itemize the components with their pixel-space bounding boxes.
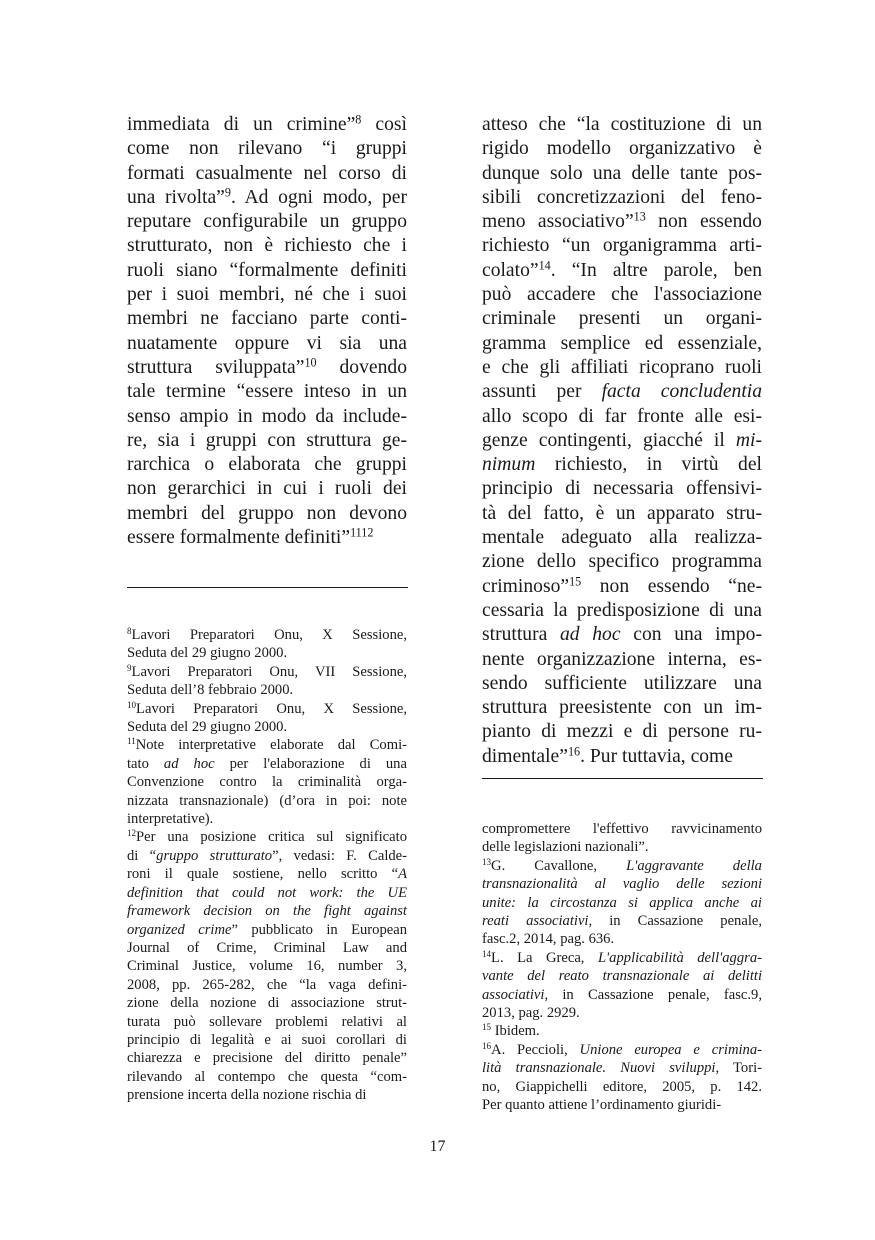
footnote-line: Seduta dell’8 febbraio 2000. (127, 682, 294, 699)
footnote-line: delle legislazioni nazionali”. (482, 839, 649, 856)
footnote-line: vante del reato transnazionale ai delitti (482, 968, 762, 985)
footnote-line: $^{11}$Note interpretative elaborate dal Comi- (127, 736, 407, 754)
footnote-line: roni il quale sostiene, nello scritto “A (127, 866, 407, 883)
footnote-line: $^{14}$L. La Greca, L'applicabilità dell'aggra- (482, 948, 762, 966)
footnote-line: Criminal Justice, volume 16, number 3, (127, 958, 407, 975)
footnote-line: reati associativi, in Cassazione penale, (482, 913, 763, 930)
body-text-line: dimentale”$^{16}$. Pur tuttavia, come (482, 744, 733, 767)
footnote-line: $^{16}$A. Peccioli, Unione europea e crimina- (482, 1040, 762, 1058)
body-text-line: membri del gruppo non devono (127, 502, 407, 524)
body-text-line: re, sia i gruppi con struttura ge- (127, 429, 407, 451)
body-text-line: mentale adeguato alla realizza- (482, 527, 762, 549)
body-text-line: nuatamente oppure vi sia una (127, 332, 407, 354)
body-text-line: una rivolta”$^9$. Ad ogni modo, per (127, 185, 407, 208)
body-text-line: criminale presenti un organi- (482, 308, 762, 330)
footnote-line: chiarezza e precisione del diritto penale” (127, 1050, 407, 1067)
footnote-line: nizzata transnazionale) (d’ora in poi: note (127, 792, 407, 809)
body-text-line: tà del fatto, è un apparato stru- (482, 502, 762, 524)
footnote-line: unite: la circostanza si applica anche ai (482, 894, 762, 911)
body-text-line: rigido modello organizzativo è (482, 138, 762, 160)
body-text-line: può accadere che l'associazione (482, 284, 762, 306)
footnote-line: $^{13}$G. Cavallone, L'aggravante della (482, 856, 762, 874)
body-text-line: non gerarchici in cui i ruoli dei (127, 478, 407, 500)
body-text-line: senso ampio in modo da include- (127, 405, 407, 427)
footnote-line: framework decision on the fight against (127, 903, 407, 920)
body-text-line: pianto di mezzi e di persone ru- (482, 721, 762, 743)
body-text-line: ruoli siano “formalmente definiti (127, 259, 407, 281)
footnote-line: turata può sollevare problemi relativi al (127, 1013, 407, 1030)
body-text-line: come non rilevano “i gruppi (127, 138, 407, 160)
body-text-line: nimum richiesto, in virtù del (482, 454, 762, 476)
footnote-line: di “gruppo strutturato”, vedasi: F. Calde- (127, 847, 408, 864)
footnote-line: compromettere l'effettivo ravvicinamento (482, 821, 762, 837)
left-footnote-list (127, 626, 407, 1105)
body-text-line: cessaria la predisposizione di una (482, 599, 762, 621)
body-text-line: gramma semplice ed essenziale, (482, 332, 762, 354)
footnote-line: tato ad hoc per l'elaborazione di una (127, 755, 407, 772)
footnote-line: $^8$Lavori Preparatori Onu, X Sessione, (127, 626, 407, 643)
footnote-line: Journal of Crime, Criminal Law and (127, 939, 407, 956)
footnote-line: prensione incerta della nozione rischia di (127, 1087, 367, 1104)
right-column (482, 113, 762, 769)
footnote-line: lità transnazionale. Nuovi sviluppi, Tori- (482, 1060, 762, 1077)
footnote-line: rilevando al contempo che questa “com- (127, 1068, 407, 1085)
footnote-line: 2013, pag. 2929. (482, 1005, 580, 1022)
body-text-line: assunti per facta concludentia (482, 381, 762, 403)
footnote-line: $^{10}$Lavori Preparatori Onu, X Sessione, (127, 699, 407, 717)
right-body-text (482, 113, 762, 769)
left-column (127, 113, 407, 550)
footnote-line: principio di legalità e ai suoi corollari di (127, 1031, 407, 1048)
right-footnote-separator (482, 778, 763, 779)
footnote-line: Seduta del 29 giugno 2000. (127, 645, 288, 662)
body-text-line: reputare configurabile un gruppo (127, 211, 407, 233)
body-text-line: struttura preesistente con un im- (482, 697, 762, 719)
body-text-line: dunque solo una delle tante pos- (482, 162, 762, 184)
body-text-line: principio di necessaria offensivi- (482, 478, 762, 500)
body-text-line: strutturato, non è richiesto che i (127, 235, 407, 257)
body-text-line: colato”$^{14}$. “In altre parole, ben (482, 258, 762, 281)
footnote-line: Per quanto attiene l’ordinamento giuridi- (482, 1097, 722, 1114)
left-body-text (127, 113, 407, 550)
left-footnotes (127, 626, 407, 1105)
footnote-line: organized crime” pubblicato in European (127, 921, 408, 938)
body-text-line: e che gli affiliati ricoprano ruoli (482, 356, 762, 378)
body-text-line: tale termine “essere inteso in un (127, 381, 407, 403)
footnote-line: $^{12}$Per una posizione critica sul significato (127, 828, 407, 846)
body-text-line: nente organizzazione interna, es- (482, 648, 762, 670)
body-text-line: immediata di un crimine”$^8$ così (127, 112, 407, 135)
footnote-line: transnazionalità al vaglio delle sezioni (482, 876, 762, 893)
footnote-line: 2008, pp. 265-282, che “la vaga defini- (127, 976, 407, 993)
body-text-line: per i suoi membri, né che i suoi (127, 284, 407, 306)
body-text-line: struttura sviluppata”$^{10}$ dovendo (127, 355, 407, 378)
footnote-line: zione della nozione di associazione strut- (127, 995, 407, 1012)
body-text-line: atteso che “la costituzione di un (482, 114, 762, 135)
body-text-line: sibili concretizzazioni del feno- (482, 186, 762, 208)
footnote-line: Seduta del 29 giugno 2000. (127, 719, 288, 736)
body-text-line: genze contingenti, giacché il mi- (482, 429, 762, 451)
body-text-line: struttura ad hoc con una impo- (482, 624, 762, 646)
body-text-line: essere formalmente definiti”$^{1112}$ (127, 525, 374, 549)
footnote-line: Convenzione contro la criminalità orga- (127, 774, 407, 791)
footnote-line: no, Giappichelli editore, 2005, p. 142. (482, 1078, 762, 1095)
body-text-line: membri ne facciano parte conti- (127, 308, 407, 330)
body-text-line: sendo sufficiente utilizzare una (482, 672, 762, 694)
right-footnotes (482, 820, 762, 1115)
right-footnote-list (482, 820, 762, 1115)
footnote-line: interpretative). (127, 811, 214, 828)
body-text-line: meno associativo”$^{13}$ non essendo (482, 209, 762, 233)
footnote-line: definition that could not work: the UE (127, 884, 407, 901)
body-text-line: allo scopo di far fronte alle esi- (482, 405, 762, 427)
footnote-line: $^{15}$ Ibidem. (482, 1022, 540, 1040)
left-footnote-separator (127, 587, 408, 588)
body-text-line: formati casualmente nel corso di (127, 162, 407, 184)
body-text-line: criminoso”$^{15}$ non essendo “ne- (482, 573, 762, 597)
page-number: 17 (429, 1138, 446, 1155)
body-text-line: zione dello specifico programma (482, 551, 762, 573)
body-text-line: rarchica o elaborata che gruppi (127, 454, 407, 476)
footnote-line: fasc.2, 2014, pag. 636. (482, 931, 615, 948)
body-text-line: richiesto “un organigramma arti- (482, 235, 762, 257)
footnote-line: associativi, in Cassazione penale, fasc.9, (482, 986, 762, 1003)
footnote-line: $^9$Lavori Preparatori Onu, VII Sessione, (127, 662, 407, 680)
